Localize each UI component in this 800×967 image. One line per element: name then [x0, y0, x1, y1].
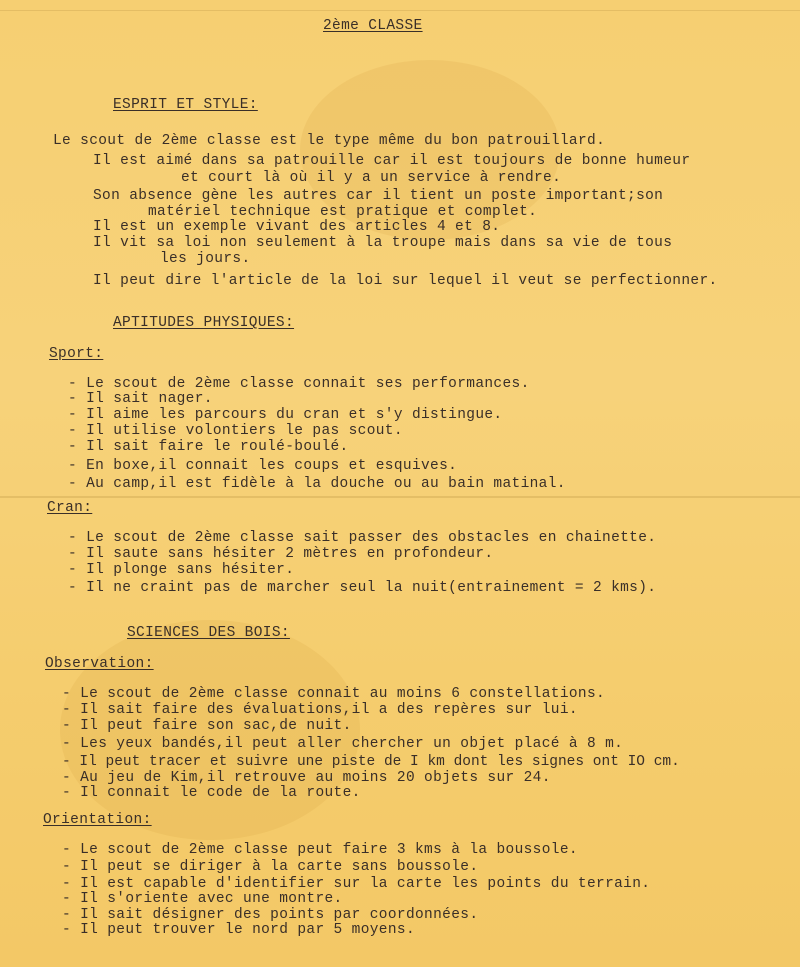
section-heading-esprit: ESPRIT ET STYLE: [113, 97, 258, 113]
list-item: - Le scout de 2ème classe connait au moins 6 constellations. [62, 686, 606, 702]
list-item: - Il est capable d'identifier sur la carte les points du terrain. [62, 876, 651, 892]
list-item: - Il saute sans hésiter 2 mètres en profondeur. [68, 546, 494, 562]
section-heading-aptitudes: APTITUDES PHYSIQUES: [113, 315, 295, 331]
page-title: 2ème CLASSE [323, 18, 423, 34]
subsection-title-cran: Cran: [47, 500, 93, 516]
list-item: - Le scout de 2ème classe peut faire 3 kms à la boussole. [62, 842, 578, 858]
list-item: - Il peut tracer et suivre une piste de I km dont les signes ont IO cm. [62, 754, 680, 770]
body-line: Le scout de 2ème classe est le type même du bon patrouillard. [53, 133, 606, 149]
list-item: - Il sait faire le roulé-boulé. [68, 439, 349, 455]
body-line: Il est un exemple vivant des articles 4 et 8. [93, 219, 501, 235]
body-line: Il est aimé dans sa patrouille car il est toujours de bonne humeur [93, 153, 691, 169]
body-line: les jours. [160, 251, 251, 267]
list-item: - Il peut se diriger à la carte sans boussole. [62, 859, 479, 875]
list-item: - Il s'oriente avec une montre. [62, 891, 343, 907]
list-item: - Il sait désigner des points par coordonnées. [62, 907, 479, 923]
body-line: et court là où il y a un service à rendre. [181, 170, 562, 186]
list-item: - Il aime les parcours du cran et s'y distingue. [68, 407, 503, 423]
list-item: - Il plonge sans hésiter. [68, 562, 295, 578]
list-item: - Il peut trouver le nord par 5 moyens. [62, 922, 416, 938]
list-item: - Il sait faire des évaluations,il a des repères sur lui. [62, 702, 578, 718]
body-line: Il vit sa loi non seulement à la troupe mais dans sa vie de tous [93, 235, 673, 251]
list-item: - Il sait nager. [68, 391, 213, 407]
subsection-title-orientation: Orientation: [43, 812, 152, 828]
list-item: - Il ne craint pas de marcher seul la nuit(entrainement = 2 kms). [68, 580, 657, 596]
list-item: - Le scout de 2ème classe sait passer des obstacles en chainette. [68, 530, 657, 546]
paper-fold [0, 496, 800, 498]
subsection-title-observation: Observation: [45, 656, 154, 672]
list-item: - En boxe,il connait les coups et esquives. [68, 458, 458, 474]
list-item: - Les yeux bandés,il peut aller chercher un objet placé à 8 m. [62, 736, 624, 752]
list-item: - Il utilise volontiers le pas scout. [68, 423, 403, 439]
list-item: - Au camp,il est fidèle à la douche ou au bain matinal. [68, 476, 566, 492]
paper-fold [0, 10, 800, 11]
list-item: - Le scout de 2ème classe connait ses performances. [68, 376, 530, 392]
body-line: Son absence gène les autres car il tient un poste important;son [93, 188, 664, 204]
body-line: Il peut dire l'article de la loi sur lequel il veut se perfectionner. [93, 273, 718, 289]
list-item: - Il connait le code de la route. [62, 785, 361, 801]
section-heading-sciences: SCIENCES DES BOIS: [127, 625, 290, 641]
subsection-title-sport: Sport: [49, 346, 104, 362]
list-item: - Au jeu de Kim,il retrouve au moins 20 objets sur 24. [62, 770, 551, 786]
body-line: matériel technique est pratique et complet. [148, 204, 538, 220]
list-item: - Il peut faire son sac,de nuit. [62, 718, 352, 734]
